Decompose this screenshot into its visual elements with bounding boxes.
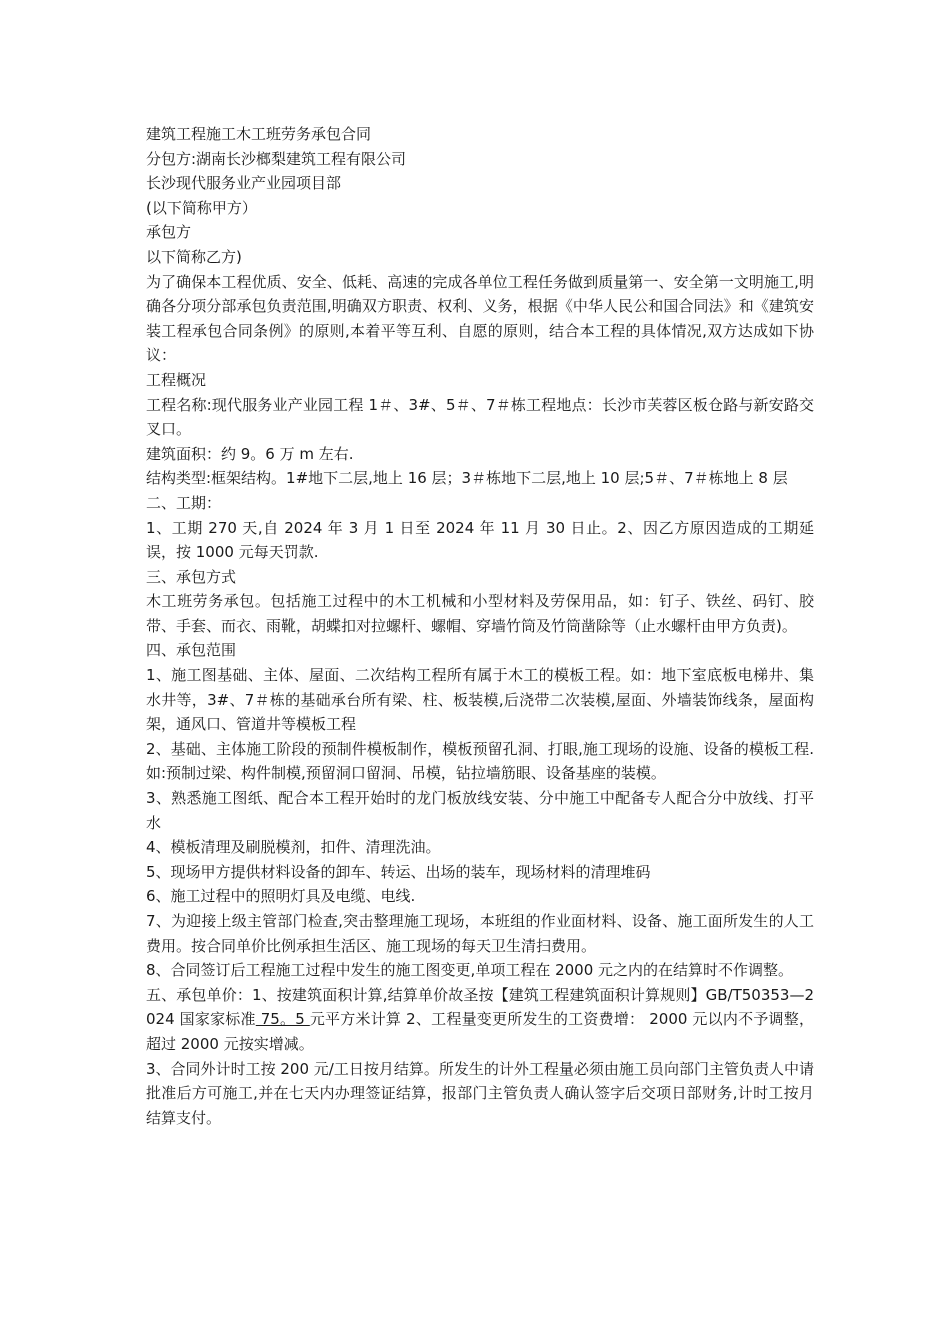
scope-item-4: 4、模板清理及刷脱模剂，扣件、清理洗油。 [146, 838, 441, 857]
party-b-note: 以下简称乙方) [146, 247, 242, 266]
party-a-note: (以下简称甲方） [146, 198, 257, 217]
subcontractor-line: 分包方:湖南长沙榔梨建筑工程有限公司 [146, 149, 407, 168]
unit-price-text-after: 元平方米计算 2、工程量变更所发生的工资费增： 2000 元以内不予调整，超过 2000 元按实增减。 [146, 1010, 814, 1053]
overtime-paragraph: 3、合同外计时工按 200 元/工日按月结算。所发生的计外工程量必须由施工员向部门主管负责人中请批准后方可施工,并在七天内办理签证结算，报部门主管负责人确认签字后交项日部财务,计时工按月结算支付。 [146, 1059, 814, 1127]
document-title: 建筑工程施工木工班劳务承包合同 [146, 125, 372, 143]
section-4-heading: 四、承包范围 [146, 641, 237, 660]
project-department-line: 长沙现代服务业产业园项目部 [146, 174, 342, 193]
unit-price-value: 75。5 [255, 1010, 310, 1029]
section-2-heading: 二、工期： [146, 493, 222, 512]
scope-item-3: 3、熟悉施工图纸、配合本工程开始时的龙门板放线安装、分中施工中配备专人配合分中放线、打平水 [146, 789, 814, 832]
structure-type-paragraph: 结构类型:框架结构。1#地下二层,地上 16 层；3＃栋地下二层,地上 10 层;5＃、7＃栋地上 8 层 [146, 469, 788, 488]
section-5-paragraph [146, 983, 814, 1057]
scope-item-1: 1、施工图基础、主体、屋面、二次结构工程所有属于木工的模板工程。如：地下室底板电梯井、集水井等，3#、7＃栋的基础承台所有梁、柱、板装模,后浇带二次装模,屋面、外墙装饰线条，屋面构架，通风口、管道井等模板工程 [146, 666, 814, 734]
contractor-line: 承包方 [146, 223, 192, 242]
scope-item-2: 2、基础、主体施工阶段的预制件模板制作，模板预留孔洞、打眼,施工现场的设施、设备的模板工程.如:预制过梁、构件制模,预留洞口留洞、吊模，钻拉墙筋眼、设备基座的装模。 [146, 739, 814, 783]
contract-method-paragraph: 木工班劳务承包。包括施工过程中的木工机械和小型材料及劳保用品，如：钉子、铁丝、码钉、胶带、手套、而衣、雨靴，胡蝶扣对拉螺杆、螺帽、穿墙竹筒及竹筒凿除等（止水螺杆由甲方负责)。 [146, 592, 814, 635]
project-name-paragraph: 工程名称:现代服务业产业园工程 1＃、3#、5＃、7＃栋工程地点：长沙市芙蓉区板仓路与新安路交叉口。 [146, 395, 814, 439]
scope-item-6: 6、施工过程中的照明灯具及电缆、电线. [146, 887, 416, 906]
intro-paragraph: 为了确保本工程优质、安全、低耗、高速的完成各单位工程任务做到质量第一、安全第一文明施工,明确各分项分部承包负责范围,明确双方职责、权利、义务，根据《中华人民公和国合同法》和《建筑安装工程承包合同条例》的原则,本着平等互利、自愿的原则，结合本工程的具体情况,双方达成如下协议： [146, 272, 814, 365]
unit-price-text-before: 五、承包单价：1、按建筑面积计算,结算单价故圣按【建筑工程建筑面积计算规则】GB/T50353—2024 国家家标准 [146, 985, 814, 1029]
section-3-heading: 三、承包方式 [146, 567, 237, 586]
schedule-paragraph: 1、工期 270 天,自 2024 年 3 月 1 日至 2024 年 11 月 30 日止。2、因乙方原因造成的工期延误，按 1000 元每天罚款. [146, 518, 814, 562]
scope-item-8: 8、合同签订后工程施工过程中发生的施工图变更,单项工程在 2000 元之内的在结算时不作调整。 [146, 961, 794, 980]
contract-document [146, 122, 814, 1130]
scope-item-7: 7、为迎接上级主管部门检查,突击整理施工现场，本班组的作业面材料、设备、施工面所发生的人工费用。按合同单价比例承担生活区、施工现场的每天卫生清扫费用。 [146, 912, 814, 955]
section-1-heading: 工程概况 [146, 370, 207, 389]
building-area-paragraph: 建筑面积：约 9。6 万 m 左右. [146, 444, 354, 463]
scope-item-5: 5、现场甲方提供材料设备的卸车、转运、出场的装车，现场材料的清理堆码 [146, 862, 651, 881]
